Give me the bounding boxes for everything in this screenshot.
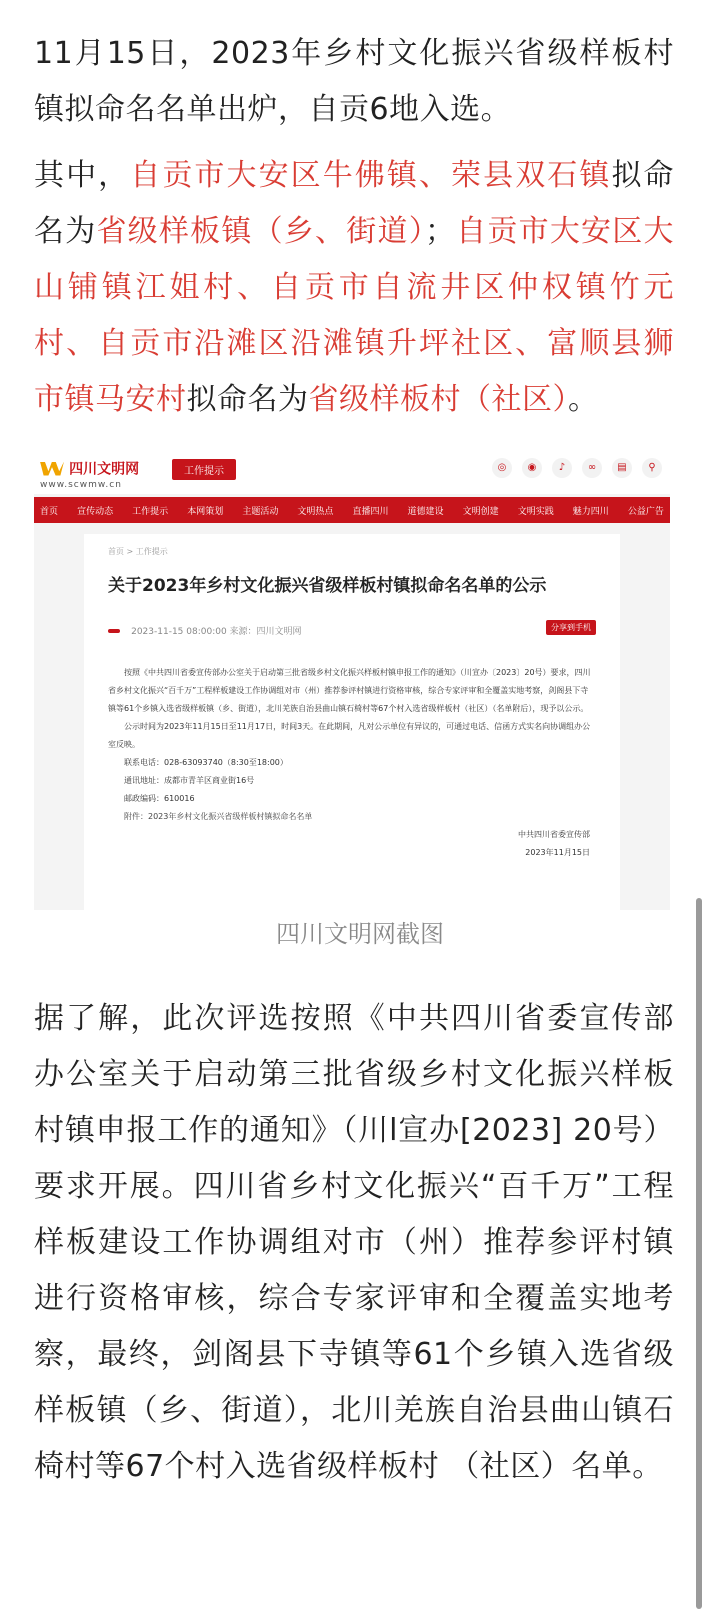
doc-sign-org: 中共四川省委宣传部 — [518, 830, 590, 839]
plain-text: 拟命名为 — [34, 158, 675, 249]
logo-mark-icon — [40, 462, 64, 476]
breadcrumb: 首页 > 工作提示 — [108, 547, 168, 556]
image-caption: 四川文明网截图 — [276, 920, 444, 948]
nav-item[interactable]: 文明创建 — [462, 506, 499, 517]
highlight-text: 省级样板镇（乡、街道） — [96, 214, 425, 249]
plain-text: 其中， — [34, 158, 131, 193]
highlight-text: 省级样板村（社区） — [308, 382, 568, 417]
intro-paragraph-1: 11月15日，2023年乡村文化振兴省级样板村镇拟命名名单出炉，自贡6地入选。 — [34, 36, 674, 127]
share-button[interactable]: 分享到手机 — [546, 620, 596, 635]
plain-text: ； — [424, 214, 456, 249]
intro-paragraph-2 — [34, 148, 674, 428]
meta-row — [108, 620, 596, 636]
nav-item[interactable]: 主题活动 — [242, 506, 279, 517]
doc-sign-date: 2023年11月15日 — [525, 848, 590, 857]
article-intro — [34, 26, 674, 428]
nav-item[interactable]: 本网策划 — [187, 506, 224, 517]
site-logo[interactable] — [40, 458, 139, 490]
doc-address: 通讯地址：成都市青羊区商业街16号 — [124, 776, 255, 785]
nav-item[interactable]: 文明实践 — [517, 506, 554, 517]
doc-meta: 2023-11-15 08:00:00 来源：四川文明网 — [131, 627, 302, 637]
embedded-screenshot[interactable] — [34, 452, 670, 910]
search-icon[interactable]: ⚲ — [642, 458, 662, 478]
douyin-icon[interactable]: ♪ — [552, 458, 572, 478]
nav-item[interactable]: 工作提示 — [132, 506, 169, 517]
plain-text: 。 — [568, 382, 599, 417]
wechat-icon[interactable]: ◎ — [492, 458, 512, 478]
doc-attachment[interactable]: 附件：2023年乡村文化振兴省级样板村镇拟命名名单 — [124, 812, 313, 821]
scrollbar[interactable] — [696, 898, 702, 1609]
doc-phone: 联系电话：028-63093740（8:30至18:00） — [124, 758, 288, 767]
doc-body — [108, 664, 596, 862]
nav-item[interactable]: 魅力四川 — [572, 506, 609, 517]
nav-item[interactable]: 公益广告 — [627, 506, 664, 517]
nav-item[interactable]: 宣传动态 — [77, 506, 114, 517]
highlight-text: 自贡市大安区牛佛镇、荣县双石镇 — [130, 158, 612, 193]
work-tag[interactable]: 工作提示 — [172, 459, 236, 480]
article-body — [34, 991, 674, 1495]
site-nav — [34, 497, 670, 523]
weibo-icon[interactable]: ◉ — [522, 458, 542, 478]
nav-item[interactable]: 道德建设 — [407, 506, 444, 517]
doc-title: 关于2023年乡村文化振兴省级样板村镇拟命名名单的公示 — [108, 576, 547, 596]
plain-text: 拟命名为 — [186, 382, 309, 417]
article-card — [84, 534, 620, 910]
doc-body-paragraph-2: 公示时间为2023年11月15日至11月17日，时间3天。在此期间，凡对公示单位有异议的，可通过电话、信函方式实名向协调组办公室反映。 — [108, 722, 591, 749]
app-icon[interactable]: ∞ — [582, 458, 602, 478]
document-icon[interactable]: ▤ — [612, 458, 632, 478]
doc-body-paragraph-1: 按照《中共四川省委宣传部办公室关于启动第三批省级乡村文化振兴样板村镇申报工作的通知》（川宣办〔2023〕20号）要求，四川省乡村文化振兴“百千万”工程样板建设工作协调组对市（州）推荐参评村镇进行资格审核，综合专家评审和全覆盖实地考察，剑阁县下寺镇等61个乡镇入选省级样板镇（乡、街道），北川羌族自治县曲山镇石椅村等67个村入选省级样板村（社区）（名单附后），现予以公示。 — [108, 668, 591, 713]
site-header — [34, 452, 670, 494]
logo-url: www.scwmw.cn — [40, 479, 122, 490]
highlight-text: 自贡市大安区大山铺镇江姐村、自贡市自流井区仲权镇竹元村、自贡市沿滩区沿滩镇升坪社区、富顺县狮市镇马安村 — [34, 214, 675, 417]
doc-postcode: 邮政编码：610016 — [124, 794, 195, 803]
nav-item[interactable]: 首页 — [40, 506, 59, 517]
social-icons — [492, 458, 662, 478]
nav-item[interactable]: 文明热点 — [297, 506, 334, 517]
logo-text: 四川文明网 — [69, 461, 140, 478]
meta-dot-icon — [108, 629, 120, 633]
body-paragraph: 据了解，此次评选按照《中共四川省委宣传部办公室关于启动第三批省级乡村文化振兴样板村镇申报工作的通知》（川l宣办[2023] 20号）要求开展。四川省乡村文化振兴“百千万”工程样板建设工作协调组对市（州）推荐参评村镇进行资格审核，综合专家评审和全覆盖实地考察，最终，剑阁县下寺镇等61个乡镇入选省级样板镇（乡、街道），北川羌族自治县曲山镇石椅村等67个村入选省级样板村 （社区）名单。 — [34, 1001, 674, 1484]
nav-item[interactable]: 直播四川 — [352, 506, 389, 517]
